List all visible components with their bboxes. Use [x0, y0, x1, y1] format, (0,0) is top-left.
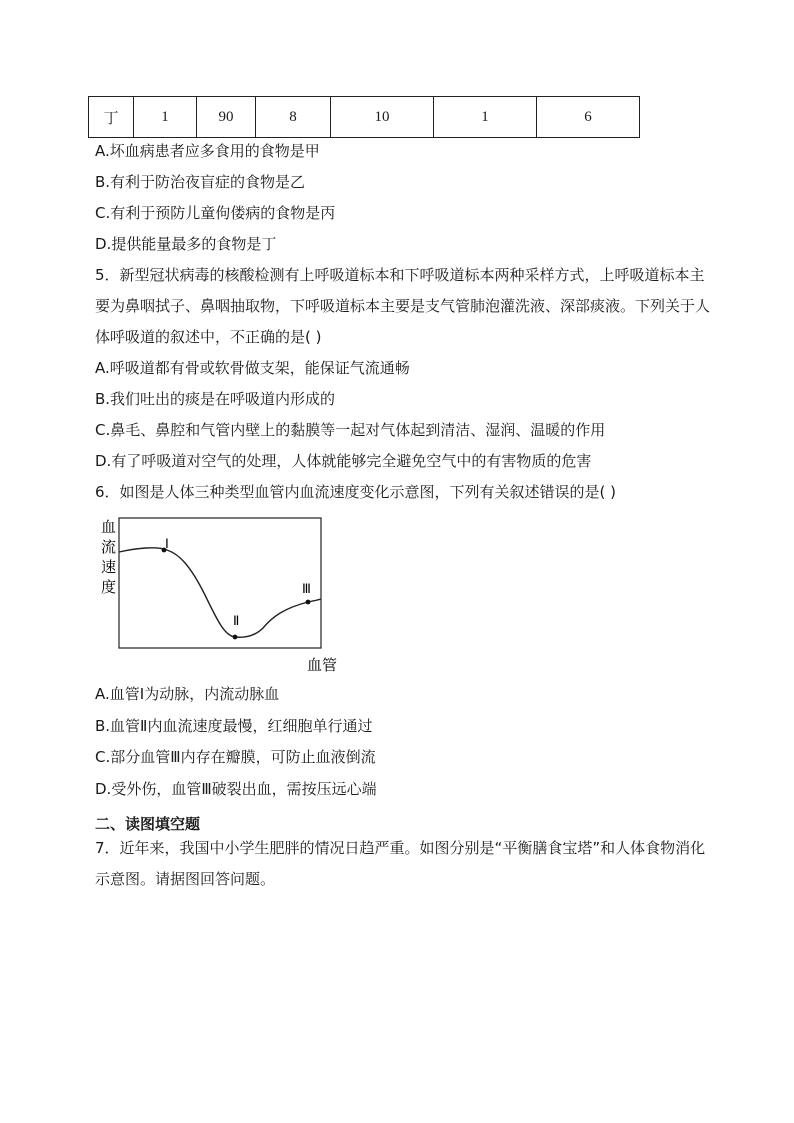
table-cell: 6	[537, 97, 640, 138]
nutrition-table-fragment	[88, 96, 640, 138]
q6-option-b: B.血管Ⅱ内血流速度最慢，红细胞单行通过	[95, 717, 373, 735]
point-label-ii: Ⅱ	[233, 613, 240, 628]
q5-stem: 5．新型冠状病毒的核酸检测有上呼吸道标本和下呼吸道标本两种采样方式，上呼吸道标本主要为鼻咽拭子、鼻咽抽取物，下呼吸道标本主要是支气管肺泡灌洗液、深部痰液。下列关于人体呼吸道的叙述中，不正确的是( )	[95, 266, 711, 346]
q5-option-a: A.呼吸道都有骨或软骨做支架，能保证气流通畅	[95, 359, 410, 377]
graph-frame	[119, 518, 321, 648]
table-cell: 丁	[89, 97, 134, 138]
table-cell: 90	[197, 97, 256, 138]
q7-stem: 7．近年来，我国中小学生肥胖的情况日趋严重。如图分别是“平衡膳食宝塔”和人体食物消化示意图。请据图回答问题。	[95, 839, 706, 888]
table-cell: 1	[434, 97, 537, 138]
table-row	[89, 97, 640, 138]
q6-option-d: D.受外伤，血管Ⅲ破裂出血，需按压远心端	[95, 780, 377, 798]
y-axis-label-char: 速	[101, 558, 117, 576]
section-heading: 二、读图填空题	[95, 815, 201, 833]
q6-stem: 6．如图是人体三种类型血管内血流速度变化示意图，下列有关叙述错误的是( )	[95, 483, 617, 501]
q6-option-a: A.血管Ⅰ为动脉，内流动脉血	[95, 685, 280, 703]
point-label-i: Ⅰ	[165, 536, 169, 551]
q4-option-b: B.有利于防治夜盲症的食物是乙	[95, 173, 306, 191]
y-axis-label-char: 血	[101, 518, 117, 536]
q5-option-b: B.我们吐出的痰是在呼吸道内形成的	[95, 390, 336, 408]
q4-option-c: C.有利于预防儿童佝偻病的食物是丙	[95, 204, 336, 222]
blood-flow-velocity-graph	[95, 510, 355, 675]
q4-option-a: A.坏血病患者应多食用的食物是甲	[95, 142, 320, 160]
y-axis-label-char: 流	[101, 538, 117, 556]
q5-option-c: C.鼻毛、鼻腔和气管内壁上的黏膜等一起对气体起到清洁、湿润、温暖的作用	[95, 421, 606, 439]
table-cell: 10	[331, 97, 434, 138]
q4-option-d: D.提供能量最多的食物是丁	[95, 235, 277, 253]
point-label-iii: Ⅲ	[302, 581, 311, 596]
table-cell: 8	[256, 97, 331, 138]
q5-option-d: D.有了呼吸道对空气的处理，人体就能够完全避免空气中的有害物质的危害	[95, 452, 592, 470]
point-ii-marker	[233, 635, 238, 640]
flow-curve	[119, 548, 321, 637]
y-axis-label-char: 度	[101, 578, 117, 596]
point-iii-marker	[306, 600, 311, 605]
q6-option-c: C.部分血管Ⅲ内存在瓣膜，可防止血液倒流	[95, 748, 376, 766]
table-cell: 1	[134, 97, 197, 138]
x-axis-label: 血管	[307, 656, 338, 674]
